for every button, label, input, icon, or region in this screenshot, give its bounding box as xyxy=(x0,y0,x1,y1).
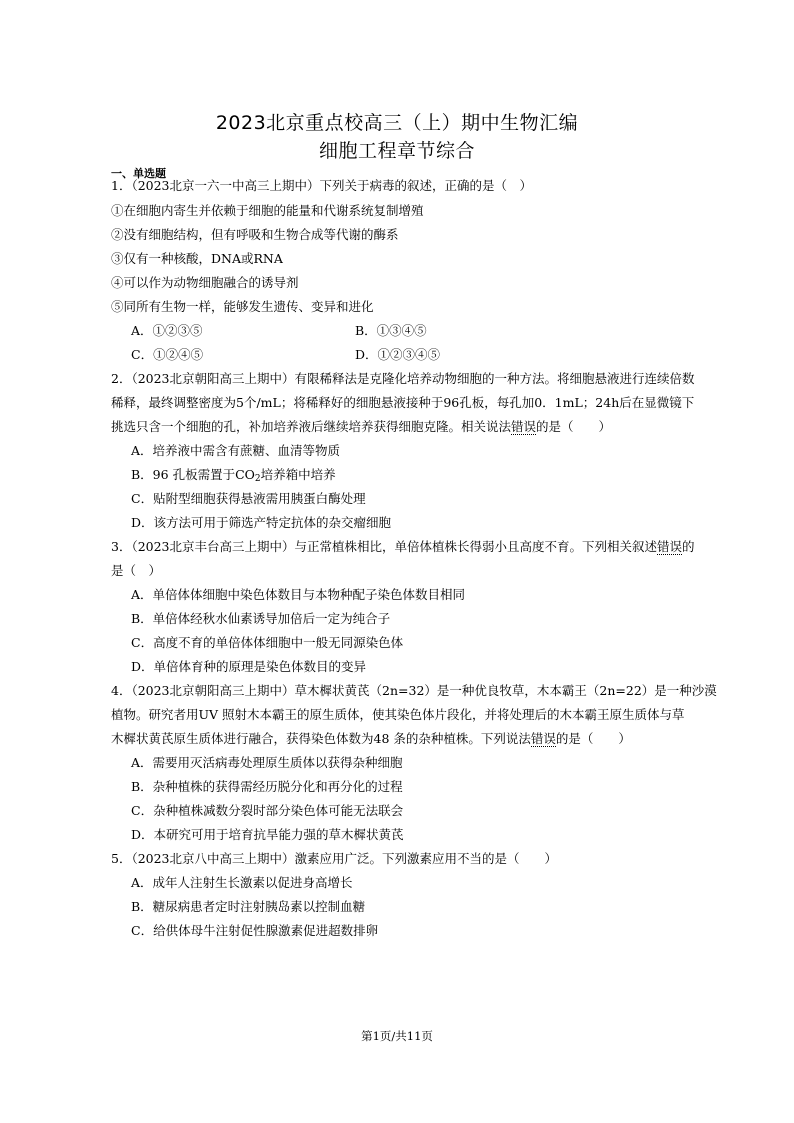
question-4-option-a: A．需要用灭活病毒处理原生质体以获得杂种细胞 xyxy=(131,755,403,770)
question-5-stem: 5．（2023北京八中高三上期中）激素应用广泛。下列激素应用不当的是（ ） xyxy=(111,851,558,866)
question-2-option-a: A．培养液中需含有蔗糖、血清等物质 xyxy=(131,443,341,458)
question-3-option-b: B．单倍体经秋水仙素诱导加倍后一定为纯合子 xyxy=(131,611,391,626)
question-2-option-d: D．该方法可用于筛选产特定抗体的杂交瘤细胞 xyxy=(131,515,392,530)
question-2-stem-line-2: 稀释，最终调整密度为5个/mL；将稀释好的细胞悬液接种于96孔板，每孔加0．1mL；24h后在显微镜下 xyxy=(111,395,695,410)
question-1-option-a: A．①②③⑤ xyxy=(131,323,203,338)
question-3-option-a: A．单倍体体细胞中染色体数目与本物种配子染色体数目相同 xyxy=(131,587,466,602)
document-title: 2023北京重点校高三（上）期中生物汇编 xyxy=(215,112,579,134)
question-3-stem-line-2: 是（ ） xyxy=(111,563,162,578)
question-2-option-b: B．96 孔板需置于$CO_2$培养箱中培养 xyxy=(131,467,336,484)
question-5-option-c: C．给供体母牛注射促性腺激素促进超数排卵 xyxy=(131,923,379,938)
question-1-option-b: B．①③④⑤ xyxy=(355,323,427,338)
question-4-option-b: B．杂种植株的获得需经历脱分化和再分化的过程 xyxy=(131,779,403,794)
question-3-stem-line-1: 3．（2023北京丰台高三上期中）与正常植株相比，单倍体植株长得弱小且高度不育。下列相关叙述错误的 xyxy=(111,539,695,554)
question-1-statement-2: ②没有细胞结构，但有呼吸和生物合成等代谢的酶系 xyxy=(111,227,399,242)
question-4-stem-line-2: 植物。研究者用UV 照射木本霸王的原生质体，使其染色体片段化，并将处理后的木本霸王原生质体与草 xyxy=(111,707,685,722)
question-1-statement-5: ⑤同所有生物一样，能够发生遗传、变异和进化 xyxy=(111,299,374,314)
question-3-option-d: D．单倍体育种的原理是染色体数目的变异 xyxy=(131,659,367,674)
question-5-option-a: A．成年人注射生长激素以促进身高增长 xyxy=(131,875,353,890)
page-footer: 第1页/共11页 xyxy=(361,1029,433,1043)
question-5-option-b: B．糖尿病患者定时注射胰岛素以控制血糖 xyxy=(131,899,366,914)
question-1-statement-1: ①在细胞内寄生并依赖于细胞的能量和代谢系统复制增殖 xyxy=(111,203,424,218)
question-4-stem-line-1: 4．（2023北京朝阳高三上期中）草木樨状黄芪（2n=32）是一种优良牧草，木本霸王（2n=22）是一种沙漠 xyxy=(111,683,717,698)
question-1-statement-4: ④可以作为动物细胞融合的诱导剂 xyxy=(111,275,299,290)
question-1-option-d: D．①②③④⑤ xyxy=(355,347,441,362)
emphasis-wrong: 错误 xyxy=(511,419,537,434)
emphasis-wrong: 错误 xyxy=(530,731,556,746)
question-1-option-c: C．①②④⑤ xyxy=(131,347,204,362)
question-2-stem-line-3: 挑选只含一个细胞的孔，补加培养液后继续培养获得细胞克隆。相关说法错误的是（ ） xyxy=(111,419,612,434)
emphasis-wrong: 错误 xyxy=(657,539,683,554)
question-1-statement-3: ③仅有一种核酸，DNA或RNA xyxy=(111,251,283,266)
question-4-option-c: C．杂种植株减数分裂时部分染色体可能无法联会 xyxy=(131,803,404,818)
question-2-option-c: C．贴附型细胞获得悬液需用胰蛋白酶处理 xyxy=(131,491,366,506)
question-2-stem-line-1: 2．（2023北京朝阳高三上期中）有限稀释法是克隆化培养动物细胞的一种方法。将细胞悬液进行连续倍数 xyxy=(111,371,695,386)
question-1-stem: 1．（2023北京一六一中高三上期中）下列关于病毒的叙述，正确的是（ ） xyxy=(111,178,533,193)
section-heading: 一、单选题 xyxy=(111,167,166,180)
question-4-stem-line-3: 木樨状黄芪原生质体进行融合，获得染色体数为48 条的杂种植株。下列说法错误的是（ ） xyxy=(111,731,631,746)
document-subtitle: 细胞工程章节综合 xyxy=(318,140,475,162)
question-4-option-d: D．本研究可用于培育抗旱能力强的草木樨状黄芪 xyxy=(131,827,404,842)
question-3-option-c: C．高度不育的单倍体体细胞中一般无同源染色体 xyxy=(131,635,404,650)
